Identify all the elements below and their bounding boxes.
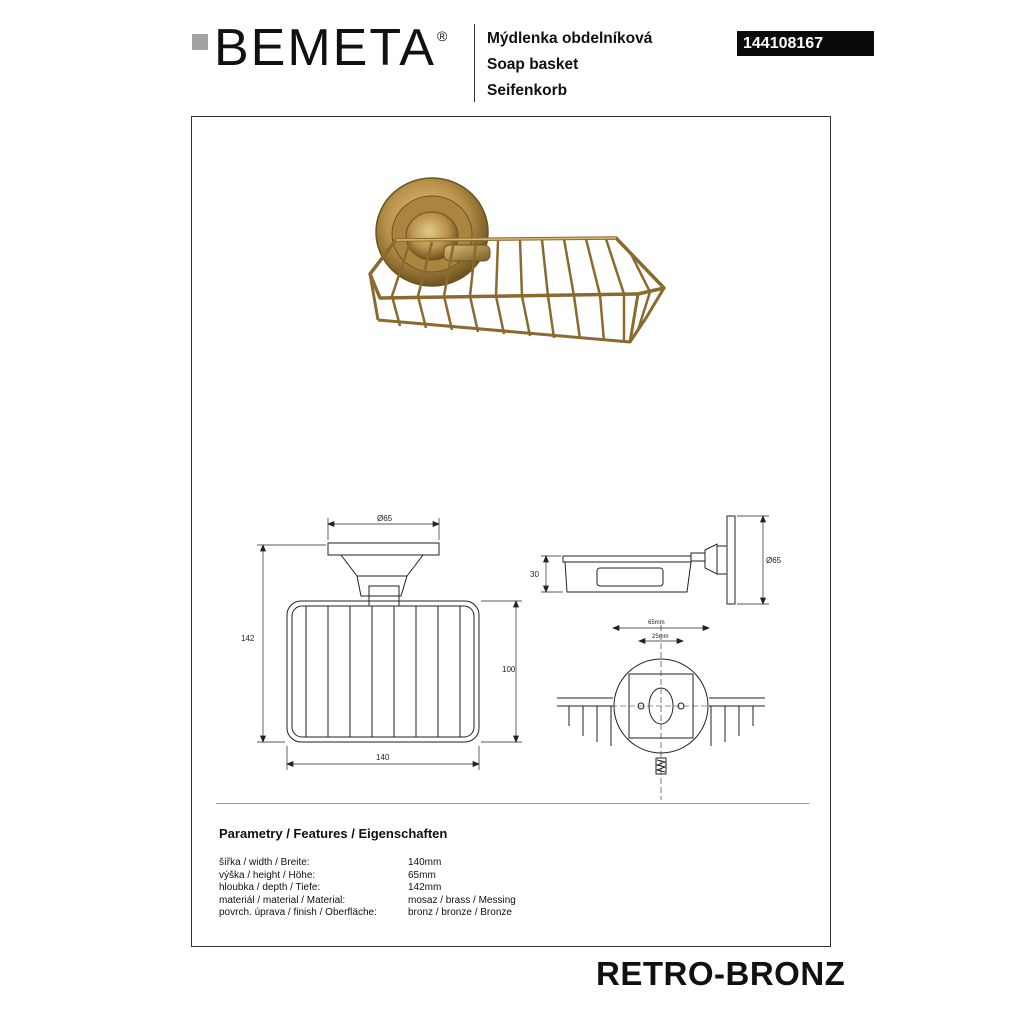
section-divider — [216, 803, 809, 804]
header-divider — [474, 24, 475, 102]
features-title: Parametry / Features / Eigenschaften — [219, 826, 448, 841]
dim-side-diameter: Ø65 — [766, 556, 782, 565]
mount-detail-view — [557, 625, 765, 800]
technical-drawing — [191, 500, 831, 800]
feature-value: 140mm — [408, 857, 442, 868]
feature-label: hloubka / depth / Tiefe: — [219, 882, 321, 893]
feature-value: 65mm — [408, 869, 436, 881]
dim-front-diameter: Ø65 — [377, 514, 393, 523]
front-view — [287, 543, 479, 742]
dim-front-height: 142 — [241, 634, 255, 643]
feature-row — [219, 907, 516, 920]
feature-value: bronz / bronze / Bronze — [408, 907, 512, 918]
product-name-de: Seifenkorb — [487, 82, 568, 99]
feature-row — [219, 895, 516, 908]
feature-label: výška / height / Höhe: — [219, 869, 316, 881]
feature-label: materiál / material / Material: — [219, 894, 346, 906]
registered-mark: ® — [437, 28, 448, 44]
feature-value: mosaz / brass / Messing — [408, 894, 516, 906]
feature-row — [219, 882, 516, 895]
feature-row — [219, 870, 516, 883]
dim-basket-height: 100 — [502, 665, 516, 674]
dim-mount-outer: 65mm — [648, 620, 665, 626]
product-code: 144108167 — [737, 31, 874, 56]
dim-mount-inner: 25mm — [652, 634, 669, 640]
feature-label: šířka / width / Breite: — [219, 857, 310, 868]
product-name-cz: Mýdlenka obdelníková — [487, 30, 653, 47]
feature-label: povrch. úprava / finish / Oberfläche: — [219, 907, 377, 918]
side-view — [563, 516, 735, 604]
series-name: RETRO-BRONZ — [596, 955, 846, 992]
dim-front-width: 140 — [376, 753, 390, 762]
product-photo — [340, 170, 680, 400]
front-dimensions — [257, 518, 522, 770]
logo-square — [192, 34, 208, 50]
feature-value: 142mm — [408, 882, 442, 893]
product-names — [487, 26, 652, 104]
product-name-en: Soap basket — [487, 56, 579, 73]
features-table — [219, 857, 516, 920]
feature-row — [219, 857, 516, 870]
dim-side-depth: 30 — [530, 570, 539, 579]
brand-logo: BEMETA — [214, 19, 436, 77]
